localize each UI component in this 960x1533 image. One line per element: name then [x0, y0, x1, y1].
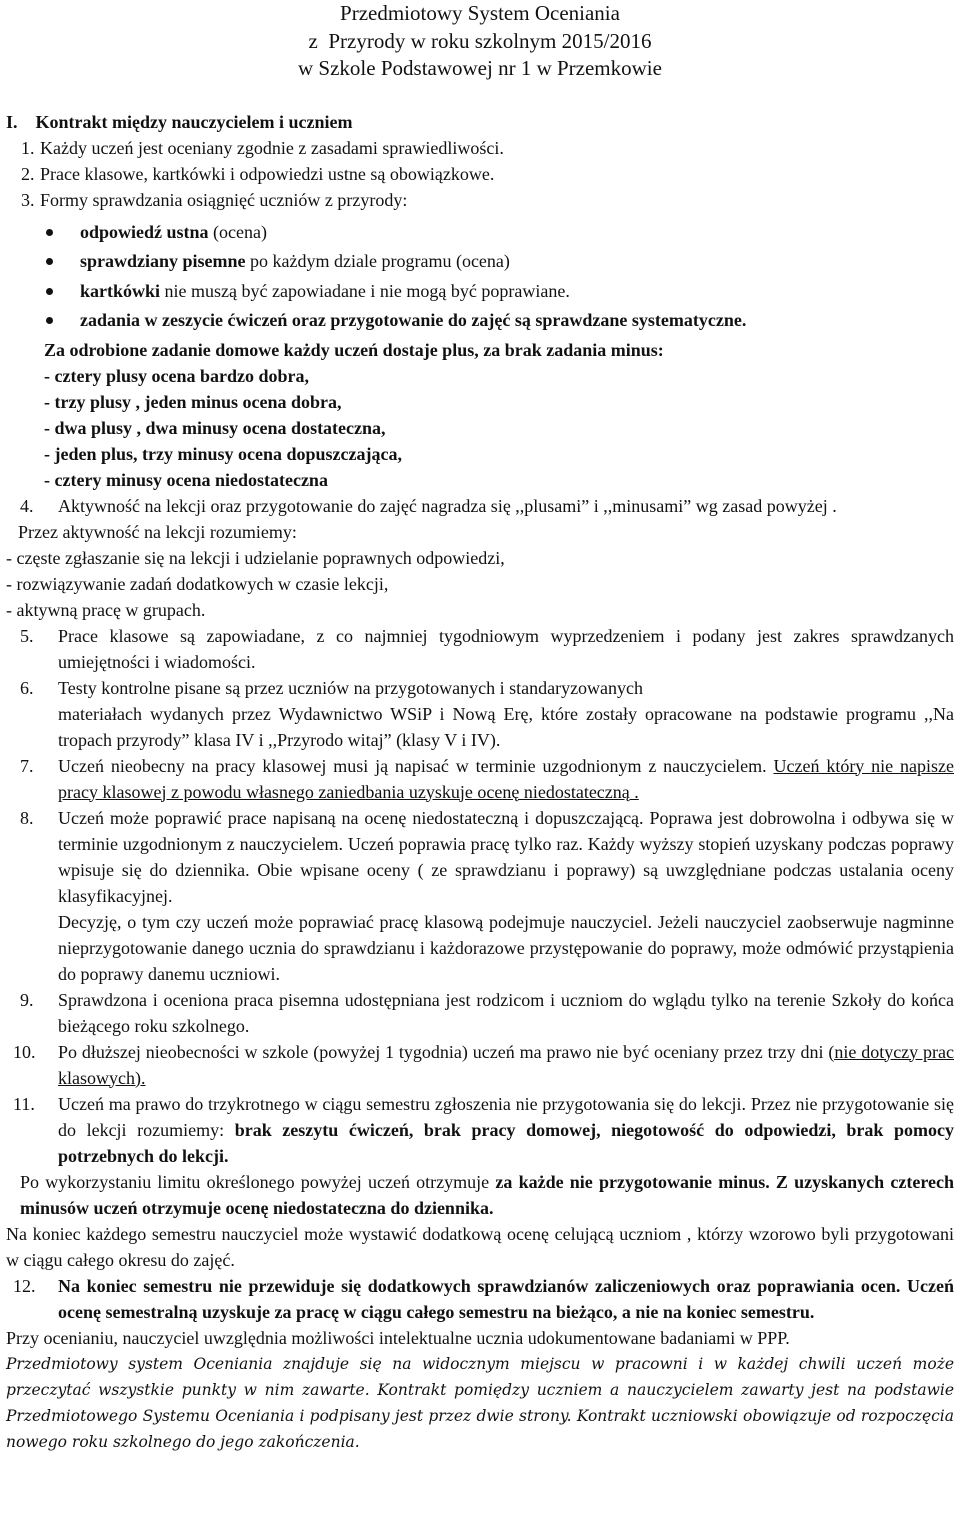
document-title	[6, 0, 954, 83]
item-text: Uczeń nieobecny na pracy klasowej musi ją napisać w terminie uzgodnionym z nauczycielem.	[58, 755, 774, 776]
celujaca-rule: Na koniec każdego semestru nauczyciel może wystawić dodatkową ocenę celującą uczniom , którzy wzorowo byli przygotowani w ciągu całego okresu do zajęć.	[6, 1223, 954, 1270]
item-number: 3.	[21, 189, 35, 210]
activity-lead: Przez aktywność na lekcji rozumiemy:	[18, 521, 297, 542]
item-6	[6, 675, 954, 753]
bullet-text: po każdym dziale programu (ocena)	[245, 251, 510, 271]
item-number: 8.	[20, 807, 34, 828]
item-number: 9.	[20, 989, 34, 1010]
intro-item-3	[6, 187, 954, 213]
item-underlined-text: Uczeń który nie napisze pracy klasowej z powodu własnego zaniedbania uzyskuje ocenę niedostateczną .	[58, 755, 954, 802]
activity-line: - rozwiązywanie zadań dodatkowych w czasie lekcji,	[6, 573, 389, 594]
item-bold-text: brak zeszytu ćwiczeń, brak pracy domowej, niegotowość do odpowiedzi, brak pomocy potrzebnych do lekcji.	[58, 1119, 954, 1166]
bullet-bold: odpowiedź ustna	[80, 221, 209, 242]
item-12	[6, 1273, 954, 1325]
item-number: 1.	[21, 137, 35, 158]
intro-item-1	[6, 135, 954, 161]
item-text: Aktywność na lekcji oraz przygotowanie do zajęć nagradza się ,,plusami” i ,,minusami” wg zasad powyżej .	[58, 495, 837, 516]
bullet-bold: zadania w zeszycie ćwiczeń oraz przygotowanie do zajęć są sprawdzane systematyczne.	[80, 310, 747, 330]
section-heading: I. Kontrakt między nauczycielem i uczniem	[6, 111, 353, 132]
activity-definition	[6, 519, 954, 623]
limit-bold-text: za każde nie przygotowanie minus. Z uzyskanych czterech minusów uczeń otrzymuje ocenę niedostateczna do dziennika.	[20, 1171, 954, 1218]
homework-lead: Za odrobione zadanie domowe każdy uczeń dostaje plus, za brak zadania minus:	[44, 339, 664, 360]
item-text: materiałach wydanych przez Wydawnictwo WSiP i Nową Erę, które zostały opracowane na podstawie programu ,,Na tropach przyrody” klasa IV i ,,Przyrodo witaj” (klasy V i IV).	[58, 703, 954, 750]
activity-line: - aktywną pracę w grupach.	[6, 599, 206, 620]
bullet-icon	[46, 288, 53, 295]
item-text: Prace klasowe są zapowiadane, z co najmniej tygodniowym wyprzedzeniem i podany jest zakres sprawdzanych umiejętności i wiadomości.	[58, 625, 954, 672]
item-number: 4.	[20, 495, 34, 516]
item-4	[6, 493, 954, 519]
item-number: 2.	[21, 163, 35, 184]
bullet-icon	[46, 258, 53, 265]
homework-line: - trzy plusy , jeden minus ocena dobra,	[44, 391, 342, 412]
bullet-text: nie muszą być zapowiadane i nie mogą być poprawiane.	[160, 280, 570, 301]
item-number: 12.	[13, 1275, 36, 1296]
title-line-2: z Przyrody w roku szkolnym 2015/2016	[308, 28, 652, 53]
intro-list	[6, 135, 954, 213]
homework-line: - dwa plusy , dwa minusy ocena dostateczna,	[44, 417, 386, 438]
item-number: 10.	[13, 1041, 36, 1062]
item-text: Prace klasowe, kartkówki i odpowiedzi ustne są obowiązkowe.	[40, 163, 495, 184]
bullet-bold: sprawdziany pisemne	[80, 251, 246, 271]
bullet-item	[6, 307, 954, 333]
limit-rule	[6, 1169, 954, 1221]
title-line-1: Przedmiotowy System Oceniania	[340, 1, 620, 25]
item-number: 5.	[20, 625, 34, 646]
item-7	[6, 753, 954, 805]
footer-note: Przedmiotowy system Oceniania znajduje się na widocznym miejscu w pracowni i w każdej chwili uczeń może przeczytać wszystkie punkty w nim zawarte. Kontrakt pomiędzy uczniem a nauczycielem zawarty jest na podstawie Przedmiotowego Systemu Oceniania i podpisany jest przez dwie strony. Kontrakt uczniowski obowiązuje od rozpoczęcia nowego roku szkolnego do jego zakończenia.	[6, 1354, 954, 1451]
bullet-item	[6, 219, 954, 245]
item-text: Formy sprawdzania osiągnięć uczniów z przyrody:	[40, 189, 408, 210]
item-number: 7.	[20, 755, 34, 776]
homework-line: - cztery minusy ocena niedostateczna	[44, 469, 328, 490]
item-number: 6.	[20, 677, 34, 698]
assessment-forms-list	[6, 219, 954, 334]
bullet-bold: kartkówki	[80, 280, 161, 301]
item-text-line1: Testy kontrolne pisane są przez uczniów na przygotowanych i standaryzowanych	[58, 677, 644, 698]
bullet-item	[6, 278, 954, 304]
bullet-icon	[46, 229, 53, 236]
item-text: Uczeń może poprawić prace napisaną na ocenę niedostateczną i dopuszczającą. Poprawa jest dobrowolna i odbywa się w terminie uzgodnionym z nauczycielem. Uczeń poprawia pracę tylko raz. Każdy wyższy stopień uzyskany podczas poprawy wpisuje się do dziennika. Obie wpisane oceny ( ze sprawdzianu i poprawy) są uwzględniane podczas ustalania oceny klasyfikacyjnej.	[58, 807, 954, 906]
activity-line: - częste zgłaszanie się na lekcji i udzielanie poprawnych odpowiedzi,	[6, 547, 505, 568]
ppp-note: Przy ocenianiu, nauczyciel uwzględnia możliwości intelektualne ucznia udokumentowane badaniami w PPP.	[6, 1327, 790, 1348]
bullet-icon	[46, 317, 53, 324]
bullet-item	[6, 248, 954, 274]
item-11	[6, 1091, 954, 1169]
intro-item-2	[6, 161, 954, 187]
homework-line: - cztery plusy ocena bardzo dobra,	[44, 365, 309, 386]
item-underlined-text: (nie dotyczy prac klasowych).	[58, 1041, 954, 1088]
item-text: Po dłuższej nieobecności w szkole (powyżej 1 tygodnia) uczeń ma prawo nie być oceniany przez trzy dni	[58, 1041, 829, 1062]
bullet-text: (ocena)	[208, 221, 267, 242]
limit-text: Po wykorzystaniu limitu określonego powyżej uczeń otrzymuje	[20, 1171, 496, 1192]
item-text: Sprawdzona i oceniona praca pisemna udostępniana jest rodzicom i uczniom do wglądu tylko na terenie Szkoły do końca bieżącego roku szkolnego.	[58, 989, 954, 1036]
title-line-3: w Szkole Podstawowej nr 1 w Przemkowie	[298, 56, 662, 80]
item-10	[6, 1039, 954, 1091]
item-number: 11.	[13, 1093, 35, 1114]
homework-line: - jeden plus, trzy minusy ocena dopuszczająca,	[44, 443, 402, 464]
homework-rules	[6, 337, 954, 493]
item-8	[6, 805, 954, 987]
item-text: Uczeń ma prawo do trzykrotnego w ciągu semestru zgłoszenia nie przygotowania się do lekcji. Przez nie przygotowanie się do lekcji rozumiemy:	[58, 1093, 954, 1140]
item-text: Każdy uczeń jest oceniany zgodnie z zasadami sprawiedliwości.	[40, 137, 504, 158]
item-9	[6, 987, 954, 1039]
item-5	[6, 623, 954, 675]
item-text-2: Decyzję, o tym czy uczeń może poprawiać pracę klasową podejmuje nauczyciel. Jeżeli nauczyciel zaobserwuje nagminne nieprzygotowanie danego ucznia do sprawdzianu i każdorazowe przystępowanie do poprawy, może odmówić przystąpienia do poprawy danemu uczniowi.	[58, 911, 954, 984]
item-bold-text: Na koniec semestru nie przewiduje się dodatkowych sprawdzianów zaliczeniowych oraz poprawiania ocen. Uczeń ocenę semestralną uzyskuje za pracę w ciągu całego semestru na bieżąco, a nie na koniec semestru.	[58, 1275, 954, 1322]
